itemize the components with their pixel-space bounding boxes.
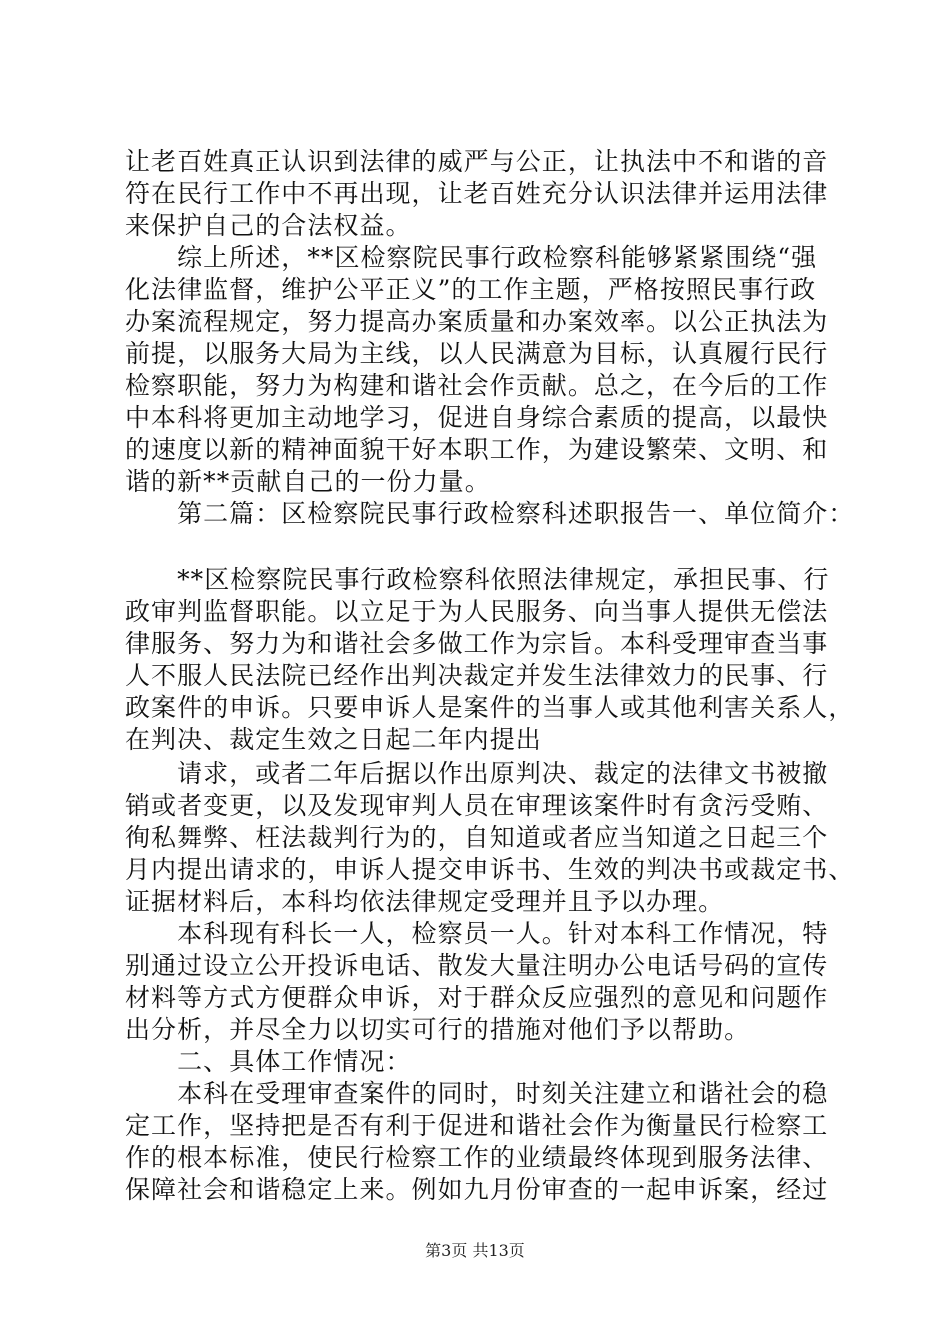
- text-line: 办案流程规定，努力提高办案质量和办案效率。以公正执法为: [125, 307, 829, 336]
- text-line: 销或者变更，以及发现审判人员在审理该案件时有贪污受贿、: [125, 791, 829, 820]
- text-line: 徇私舞弊、枉法裁判行为的，自知道或者应当知道之日起三个: [125, 823, 829, 852]
- text-line: 化法律监督，维护公平正义”的工作主题，严格按照民事行政: [125, 275, 817, 304]
- text-line: 本科现有科长一人，检察员一人。针对本科工作情况，特: [125, 919, 829, 948]
- text-line: 保障社会和谐稳定上来。例如九月份审查的一起申诉案，经过: [125, 1175, 829, 1204]
- text-line: 的速度以新的精神面貌干好本职工作，为建设繁荣、文明、和: [125, 435, 829, 464]
- text-line: 人不服人民法院已经作出判决裁定并发生法律效力的民事、行: [125, 661, 829, 690]
- text-line: 让老百姓真正认识到法律的威严与公正，让执法中不和谐的音: [125, 147, 829, 176]
- text-line: 中本科将更加主动地学习，促进自身综合素质的提高，以最快: [125, 403, 829, 432]
- text-line: 谐的新**贡献自己的一份力量。: [125, 467, 491, 496]
- section-heading: 二、具体工作情况：: [125, 1047, 412, 1076]
- text-line: 综上所述，**区检察院民事行政检察科能够紧紧围绕“强: [125, 243, 818, 272]
- text-line: 前提，以服务大局为主线，以人民满意为目标，认真履行民行: [125, 339, 829, 368]
- text-line: **区检察院民事行政检察科依照法律规定，承担民事、行: [125, 565, 830, 594]
- text-line: 证据材料后，本科均依法律规定受理并且予以办理。: [125, 887, 725, 916]
- text-line: 政案件的申诉。只要申诉人是案件的当事人或其他利害关系人，: [125, 693, 855, 722]
- text-line: 政审判监督职能。以立足于为人民服务、向当事人提供无偿法: [125, 597, 829, 626]
- text-line: 本科在受理审查案件的同时，时刻关注建立和谐社会的稳: [125, 1079, 829, 1108]
- text-line: 律服务、努力为和谐社会多做工作为宗旨。本科受理审查当事: [125, 629, 829, 658]
- section-heading: 第二篇：区检察院民事行政检察科述职报告一、单位简介：: [125, 499, 855, 528]
- text-line: 来保护自己的合法权益。: [125, 211, 412, 240]
- text-line: 定工作，坚持把是否有利于促进和谐社会作为衡量民行检察工: [125, 1111, 829, 1140]
- text-line: 月内提出请求的，申诉人提交申诉书、生效的判决书或裁定书、: [125, 855, 855, 884]
- text-line: 符在民行工作中不再出现，让老百姓充分认识法律并运用法律: [125, 179, 829, 208]
- text-line: 出分析，并尽全力以切实可行的措施对他们予以帮助。: [125, 1015, 751, 1044]
- text-line: 别通过设立公开投诉电话、散发大量注明办公电话号码的宣传: [125, 951, 829, 980]
- text-line: 请求，或者二年后据以作出原判决、裁定的法律文书被撤: [125, 759, 829, 788]
- text-line: 检察职能，努力为构建和谐社会作贡献。总之，在今后的工作: [125, 371, 829, 400]
- text-line: 作的根本标准，使民行检察工作的业绩最终体现到服务法律、: [125, 1143, 829, 1172]
- text-line: 在判决、裁定生效之日起二年内提出: [125, 725, 542, 754]
- page-number-footer: 第3页 共13页: [425, 1241, 525, 1260]
- text-line: 材料等方式方便群众申诉，对于群众反应强烈的意见和问题作: [125, 983, 829, 1012]
